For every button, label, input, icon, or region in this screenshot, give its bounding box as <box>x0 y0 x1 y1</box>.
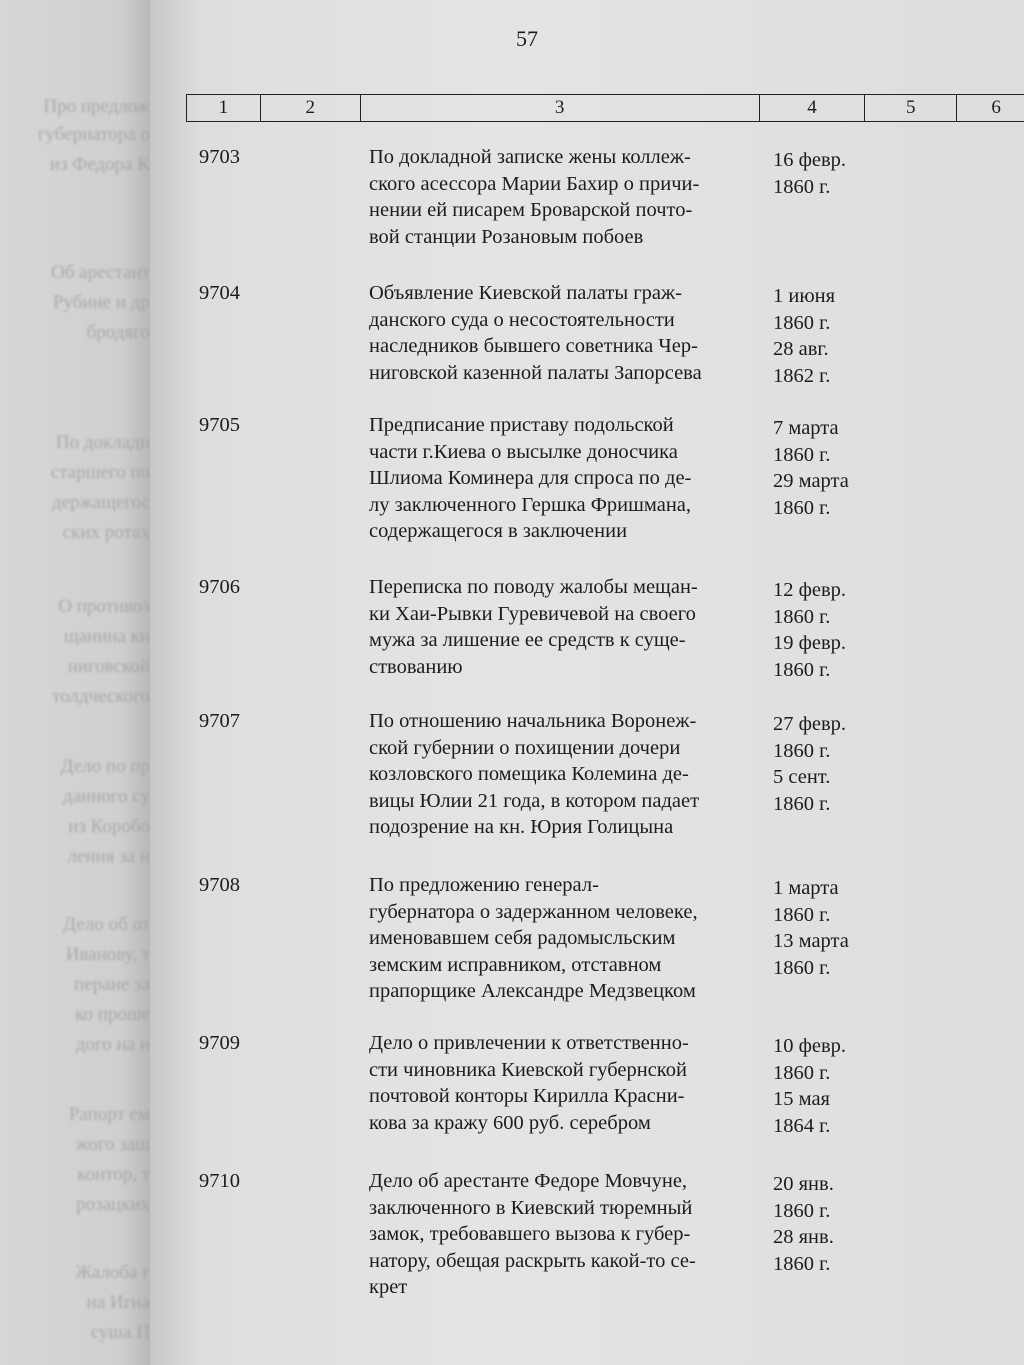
title-line: губернатора о задержанном человеке, <box>369 900 698 923</box>
date-line: 1862 г. <box>773 364 831 387</box>
title-line: наследников бывшего советника Чер- <box>369 335 698 357</box>
record-number: 9709 <box>199 1032 240 1054</box>
record-number: 9703 <box>199 146 240 168</box>
title-line: мужа за лишение ее средств к суще- <box>369 629 686 651</box>
record-title <box>369 1168 759 1301</box>
title-line: козловского помещика Колемина де- <box>369 763 689 785</box>
record-number: 9708 <box>199 874 240 896</box>
title-line: кова за кражу 600 руб. серебром <box>369 1111 651 1134</box>
title-line: Предписание приставу подольской <box>369 414 674 436</box>
record-dates <box>773 1171 883 1277</box>
title-line: ской губернии о похищении дочери <box>369 736 681 759</box>
title-line: нении ей писарем Броварской почто- <box>369 199 693 221</box>
title-line: натору, обещая раскрыть какой-то се- <box>369 1249 696 1272</box>
date-line: 20 янв. <box>773 1173 834 1195</box>
table-header <box>186 94 1024 122</box>
date-line: 1 марта <box>773 877 839 899</box>
date-line: 1860 г. <box>773 956 831 979</box>
title-line: Переписка по поводу жалобы мещан- <box>369 576 698 598</box>
title-line: прапорщике Александре Медзвецком <box>369 980 696 1002</box>
date-line: 19 февр. <box>773 632 847 654</box>
record-number: 9707 <box>199 710 240 732</box>
title-line: земским исправником, отставном <box>369 953 662 976</box>
date-line: 15 мая <box>773 1088 830 1110</box>
date-line: 1860 г. <box>773 739 831 762</box>
title-line: ниговской казенной палаты Запорсева <box>369 361 702 384</box>
record-title <box>369 574 759 680</box>
column-header-1: 1 <box>187 95 261 121</box>
date-line: 1860 г. <box>773 311 831 334</box>
page-number: 57 <box>516 26 538 51</box>
title-line: ки Хаи-Рывки Гуревичевой на своего <box>369 602 696 625</box>
title-line: заключенного в Киевский тюремный <box>369 1196 693 1219</box>
record-title <box>369 280 759 386</box>
date-line: 16 февр. <box>773 149 847 171</box>
title-line: почтовой конторы Кирилла Красни- <box>369 1085 685 1107</box>
date-line: 1860 г. <box>773 443 831 466</box>
column-header-3: 3 <box>361 95 760 121</box>
date-line: 7 марта <box>773 417 839 439</box>
title-line: крет <box>369 1276 408 1298</box>
column-header-4: 4 <box>760 95 866 121</box>
date-line: 12 февр. <box>773 579 847 601</box>
title-line: вой станции Розановым побоев <box>369 225 644 248</box>
title-line: сти чиновника Киевской губернской <box>369 1058 687 1081</box>
date-line: 28 авг. <box>773 338 829 360</box>
document-page <box>150 0 1024 1365</box>
record-dates <box>773 577 883 683</box>
record-dates <box>773 147 883 200</box>
title-line: Дело о привлечении к ответственно- <box>369 1032 689 1054</box>
record-title <box>369 144 759 250</box>
date-line: 29 марта <box>773 470 849 492</box>
title-line: подозрение на кн. Юрия Голицына <box>369 816 674 838</box>
title-line: содержащегося в заключении <box>369 520 628 542</box>
date-line: 1864 г. <box>773 1114 831 1137</box>
record-dates <box>773 875 883 981</box>
title-line: ствованию <box>369 655 463 678</box>
date-line: 10 февр. <box>773 1035 847 1057</box>
title-line: замок, требовавшего вызова к губер- <box>369 1223 691 1245</box>
record-number: 9706 <box>199 576 240 598</box>
title-line: ского асессора Марии Бахир о причи- <box>369 172 700 195</box>
date-line: 1860 г. <box>773 1252 831 1275</box>
record-number: 9705 <box>199 414 240 436</box>
date-line: 1860 г. <box>773 1061 831 1084</box>
column-header-6: 6 <box>991 97 1001 118</box>
title-line: По предложению генерал- <box>369 874 599 896</box>
record-title <box>369 872 759 1005</box>
record-title <box>369 412 759 545</box>
date-line: 28 янв. <box>773 1226 834 1248</box>
title-line: именовавшем себя радомысльским <box>369 927 676 949</box>
record-dates <box>773 711 883 817</box>
title-line: части г.Киева о высылке доносчика <box>369 440 678 463</box>
title-line: По докладной записке жены коллеж- <box>369 146 691 168</box>
record-dates <box>773 283 883 389</box>
title-line: данского суда о несостоятельности <box>369 308 675 331</box>
title-line: Дело об арестанте Федоре Мовчуне, <box>369 1170 688 1192</box>
record-number: 9704 <box>199 282 240 304</box>
date-line: 1860 г. <box>773 792 831 815</box>
title-line: Шлиома Коминера для спроса по де- <box>369 467 692 489</box>
date-line: 1860 г. <box>773 903 831 926</box>
title-line: вицы Юлии 21 года, в котором падает <box>369 789 700 812</box>
date-line: 1860 г. <box>773 1199 831 1222</box>
title-line: лу заключенного Гершка Фришмана, <box>369 493 692 516</box>
date-line: 27 февр. <box>773 713 847 735</box>
title-line: По отношению начальника Воронеж- <box>369 710 697 732</box>
date-line: 1860 г. <box>773 175 831 198</box>
column-header-2: 2 <box>261 95 361 121</box>
date-line: 1860 г. <box>773 658 831 681</box>
record-title <box>369 708 759 841</box>
date-line: 1860 г. <box>773 496 831 519</box>
record-dates <box>773 415 883 521</box>
record-number: 9710 <box>199 1170 240 1192</box>
date-line: 1860 г. <box>773 605 831 628</box>
date-line: 13 марта <box>773 930 849 952</box>
column-header-5: 5 <box>865 95 957 121</box>
record-dates <box>773 1033 883 1139</box>
record-title <box>369 1030 759 1136</box>
date-line: 1 июня <box>773 285 836 307</box>
facing-page-bleed: Про предлож губернатора о из Федора К Об арестант Рубине и др бродяго По докладн старшего по держащегос ских ротах О противоз щанина кн ниговской толдческого Дело по пр данного су из Коробо ления за н Дело об от Иванову, т перане за ко проше дого на и Рапорт ем жого заш контор, т розацких Жалоба г на Игна суша П <box>0 0 150 1365</box>
date-line: 5 сент. <box>773 766 831 788</box>
title-line: Объявление Киевской палаты граж- <box>369 282 682 304</box>
